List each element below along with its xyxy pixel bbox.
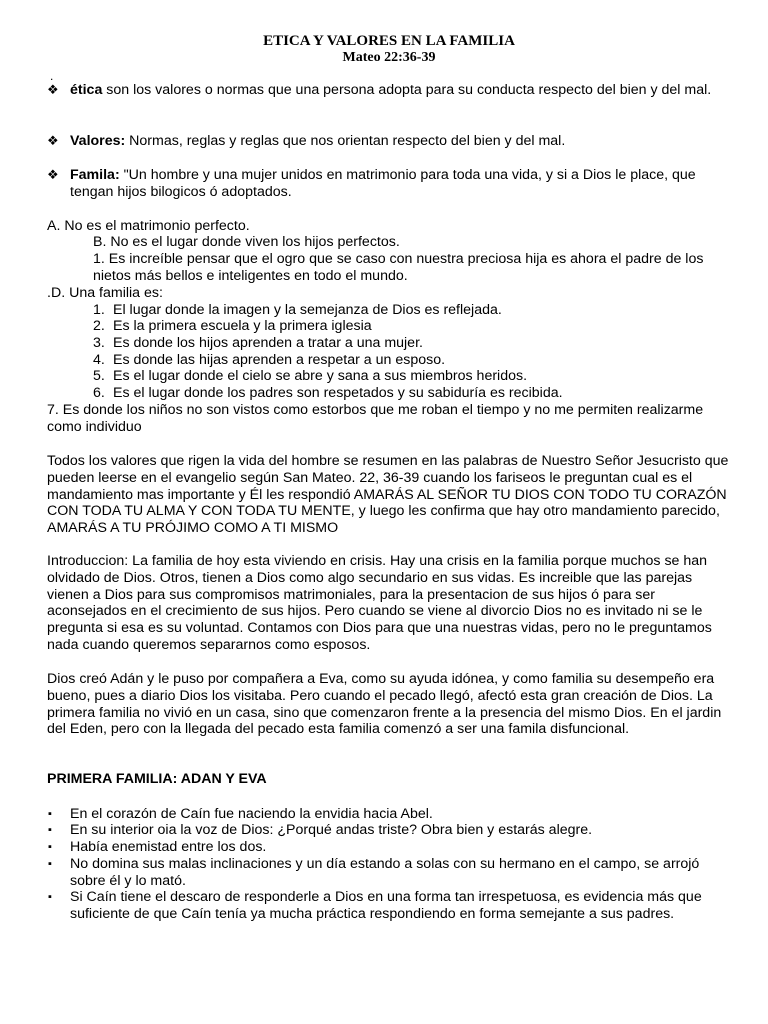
list-number: 6. bbox=[93, 385, 105, 401]
bullet-item: En su interior oia la voz de Dios: ¿Porqué andas triste? Obra bien y estarás alegre. bbox=[70, 822, 593, 838]
document-title: ETICA Y VALORES EN LA FAMILIA bbox=[263, 33, 515, 49]
definition-text: "Un hombre y una mujer unidos en matrimonio para toda una vida, y si a Dios le place, que tengan hijos bilogicos ó adoptados. bbox=[70, 167, 696, 200]
list-item: El lugar donde la imagen y la semejanza de Dios es reflejada. bbox=[113, 302, 502, 318]
list-item: Es donde los hijos aprenden a tratar a una mujer. bbox=[113, 335, 423, 351]
list-number: 5. bbox=[93, 368, 105, 384]
outline-a: A. No es el matrimonio perfecto. bbox=[47, 218, 250, 234]
list-number: 3. bbox=[93, 335, 105, 351]
definition-familia bbox=[70, 167, 732, 201]
definition-term: Famila: bbox=[70, 167, 120, 183]
outline-b: B. No es el lugar donde viven los hijos perfectos. bbox=[93, 234, 400, 250]
square-bullet-icon: ▪ bbox=[48, 841, 52, 853]
document-subtitle: Mateo 22:36-39 bbox=[342, 50, 436, 65]
bullet-item: No domina sus malas inclinaciones y un día estando a solas con su hermano en el campo, se arrojó sobre él y lo mató. bbox=[70, 856, 700, 889]
definition-term: Valores: bbox=[70, 133, 126, 149]
stray-dot: . bbox=[50, 69, 54, 83]
outline-d: .D. Una familia es: bbox=[47, 285, 163, 301]
section-heading: PRIMERA FAMILIA: ADAN Y EVA bbox=[47, 771, 267, 787]
definition-text: Normas, reglas y reglas que nos orientan respecto del bien y del mal. bbox=[125, 133, 566, 149]
outline-1: 1. Es increíble pensar que el ogro que se caso con nuestra preciosa hija es ahora el padre de los nietos más bellos e inteligentes en todo el mundo. bbox=[93, 251, 704, 284]
bullet-item: Si Caín tiene el descaro de responderle a Dios en una forma tan irrespetuosa, es evidencia más que suficiente de que Caín tenía ya mucha práctica respondiendo en forma semejante a sus padres. bbox=[70, 889, 702, 922]
square-bullet-icon: ▪ bbox=[48, 891, 52, 903]
list-item: Es el lugar donde el cielo se abre y sana a sus miembros heridos. bbox=[113, 368, 528, 384]
paragraph-valores: Todos los valores que rigen la vida del hombre se resumen en las palabras de Nuestro Señor Jesucristo que pueden leerse en el evangelio según San Mateo. 22, 36-39 cuando los fariseos le preguntan cual es el mandamiento mas importante y Él les respondió AMARÁS AL SEÑOR TU DIOS CON TODO TU CORAZÓN CON TODA TU ALMA Y CON TODA TU MENTE, y luego les confirma que hay otro mandamiento parecido, AMARÁS A TU PRÓJIMO COMO A TI MISMO bbox=[47, 453, 729, 537]
list-number: 2. bbox=[93, 318, 105, 334]
list-number: 4. bbox=[93, 352, 105, 368]
definition-etica bbox=[70, 82, 732, 99]
bullet-item: En el corazón de Caín fue naciendo la envidia hacia Abel. bbox=[70, 806, 433, 822]
bullet-item: Había enemistad entre los dos. bbox=[70, 839, 267, 855]
definition-valores bbox=[70, 133, 732, 150]
paragraph-introduccion: Introduccion: La familia de hoy esta viviendo en crisis. Hay una crisis en la familia porque muchos se han olvidado de Dios. Otros, tienen a Dios como algo secundario en sus vidas. Es increible que las parejas vienen a Dios para sus compromisos matrimoniales, para la presentacion de sus hijos ó para ser aconsejados en el crecimiento de sus hijos. Pero cuando se viene al divorcio Dios no es invitado ni se le pregunta si esa es su voluntad. Contamos con Dios para que una nuestras vidas, pero no le preguntamos nada cuando queremos separarnos como esposos. bbox=[47, 553, 712, 653]
list-item: Es donde las hijas aprenden a respetar a un esposo. bbox=[113, 352, 446, 368]
square-bullet-icon: ▪ bbox=[48, 824, 52, 836]
list-item: Es la primera escuela y la primera iglesia bbox=[113, 318, 372, 334]
diamond-bullet-icon: ❖ bbox=[47, 167, 59, 182]
definition-text: son los valores o normas que una persona adopta para su conducta respecto del bien y del mal. bbox=[102, 82, 712, 98]
list-number: 1. bbox=[93, 302, 105, 318]
diamond-bullet-icon: ❖ bbox=[47, 82, 59, 97]
diamond-bullet-icon: ❖ bbox=[47, 133, 59, 148]
list-item: Es el lugar donde los padres son respetados y su sabiduría es recibida. bbox=[113, 385, 563, 401]
list-item-7: 7. Es donde los niños no son vistos como estorbos que me roban el tiempo y no me permiten realizarme como individuo bbox=[47, 402, 704, 435]
paragraph-adan-eva: Dios creó Adán y le puso por compañera a Eva, como su ayuda idónea, y como familia su desempeño era bueno, pues a diario Dios los visitaba. Pero cuando el pecado llegó, afectó esta gran creación de Dios. La primera familia no vivió en un casa, sino que comenzaron frente a la presencia del mismo Dios. En el jardin del Eden, pero con la llegada del pecado esta familia comenzó a ser una famila disfuncional. bbox=[47, 671, 722, 738]
definition-term: ética bbox=[70, 82, 103, 98]
square-bullet-icon: ▪ bbox=[48, 808, 52, 820]
square-bullet-icon: ▪ bbox=[48, 858, 52, 870]
